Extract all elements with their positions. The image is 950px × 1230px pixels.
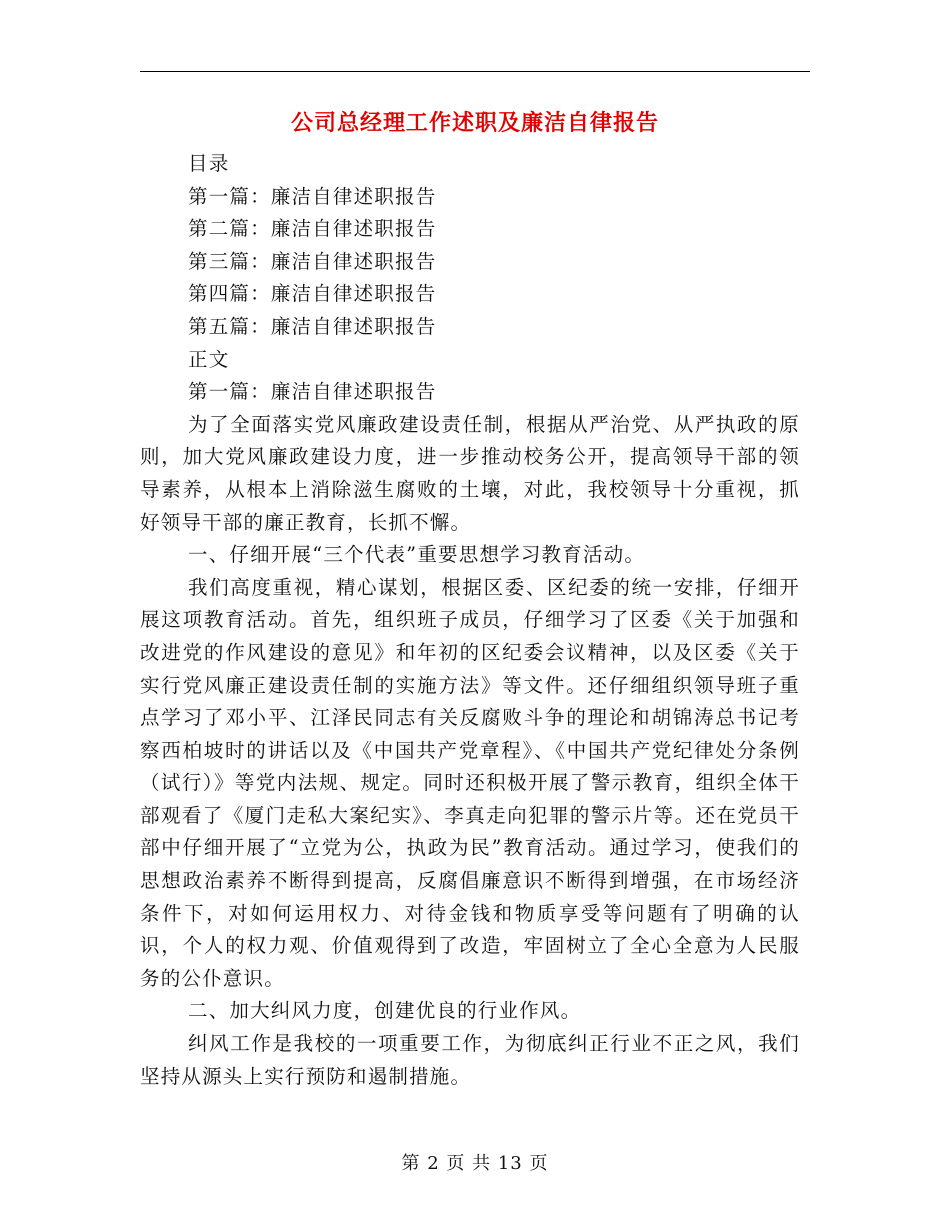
toc-item: 第三篇：廉洁自律述职报告 xyxy=(188,249,437,273)
body-paragraph: 纠风工作是我校的一项重要工作，为彻底纠正行业不正之风，我们坚持从源头上实行预防和遏制措施。 xyxy=(140,1032,800,1088)
toc-item: 第二篇：廉洁自律述职报告 xyxy=(188,217,437,241)
toc-item: 第四篇：廉洁自律述职报告 xyxy=(188,282,437,306)
toc-item: 第一篇：廉洁自律述职报告 xyxy=(188,184,437,208)
page-number: 第 2 页 共 13 页 xyxy=(401,1153,549,1174)
section-title: 第一篇：廉洁自律述职报告 xyxy=(188,380,437,404)
body-heading: 正文 xyxy=(188,347,230,371)
body-paragraph: 我们高度重视，精心谋划，根据区委、区纪委的统一安排，仔细开展这项教育活动。首先，组织班子成员，仔细学习了区委《关于加强和改进党的作风建设的意见》和年初的区纪委会议精神，以及区委《关于实行党风廉正建设责任制的实施方法》等文件。还仔细组织领导班子重点学习了邓小平、江泽民同志有关反腐败斗争的理论和胡锦涛总书记考察西柏坡时的讲话以及《中国共产党章程》、《中国共产党纪律处分条例（试行）》等党内法规、规定。同时还积极开展了警示教育，组织全体干部观看了《厦门走私大案纪实》、李真走向犯罪的警示片等。还在党员干部中仔细开展了“立党为公，执政为民”教育活动。通过学习，使我们的思想政治素养不断得到提高，反腐倡廉意识不断得到增强，在市场经济条件下，对如何运用权力、对待金钱和物质享受等问题有了明确的认识，个人的权力观、价值观得到了改造，牢固树立了全心全意为人民服务的公仆意识。 xyxy=(140,575,800,990)
toc-heading: 目录 xyxy=(188,152,230,175)
document-body xyxy=(140,148,800,1093)
subsection-heading: 二、加大纠风力度，创建优良的行业作风。 xyxy=(188,999,582,1023)
toc-item: 第五篇：廉洁自律述职报告 xyxy=(188,314,437,338)
subsection-heading: 一、仔细开展“三个代表”重要思想学习教育活动。 xyxy=(188,543,646,567)
document-title: 公司总经理工作述职及廉洁自律报告 xyxy=(290,111,659,136)
body-paragraph: 为了全面落实党风廉政建设责任制，根据从严治党、从严执政的原则，加大党风廉政建设力度，进一步推动校务公开，提高领导干部的领导素养，从根本上消除滋生腐败的土壤，对此，我校领导十分重视，抓好领导干部的廉正教育，长抓不懈。 xyxy=(140,412,800,534)
header-rule xyxy=(140,71,810,72)
